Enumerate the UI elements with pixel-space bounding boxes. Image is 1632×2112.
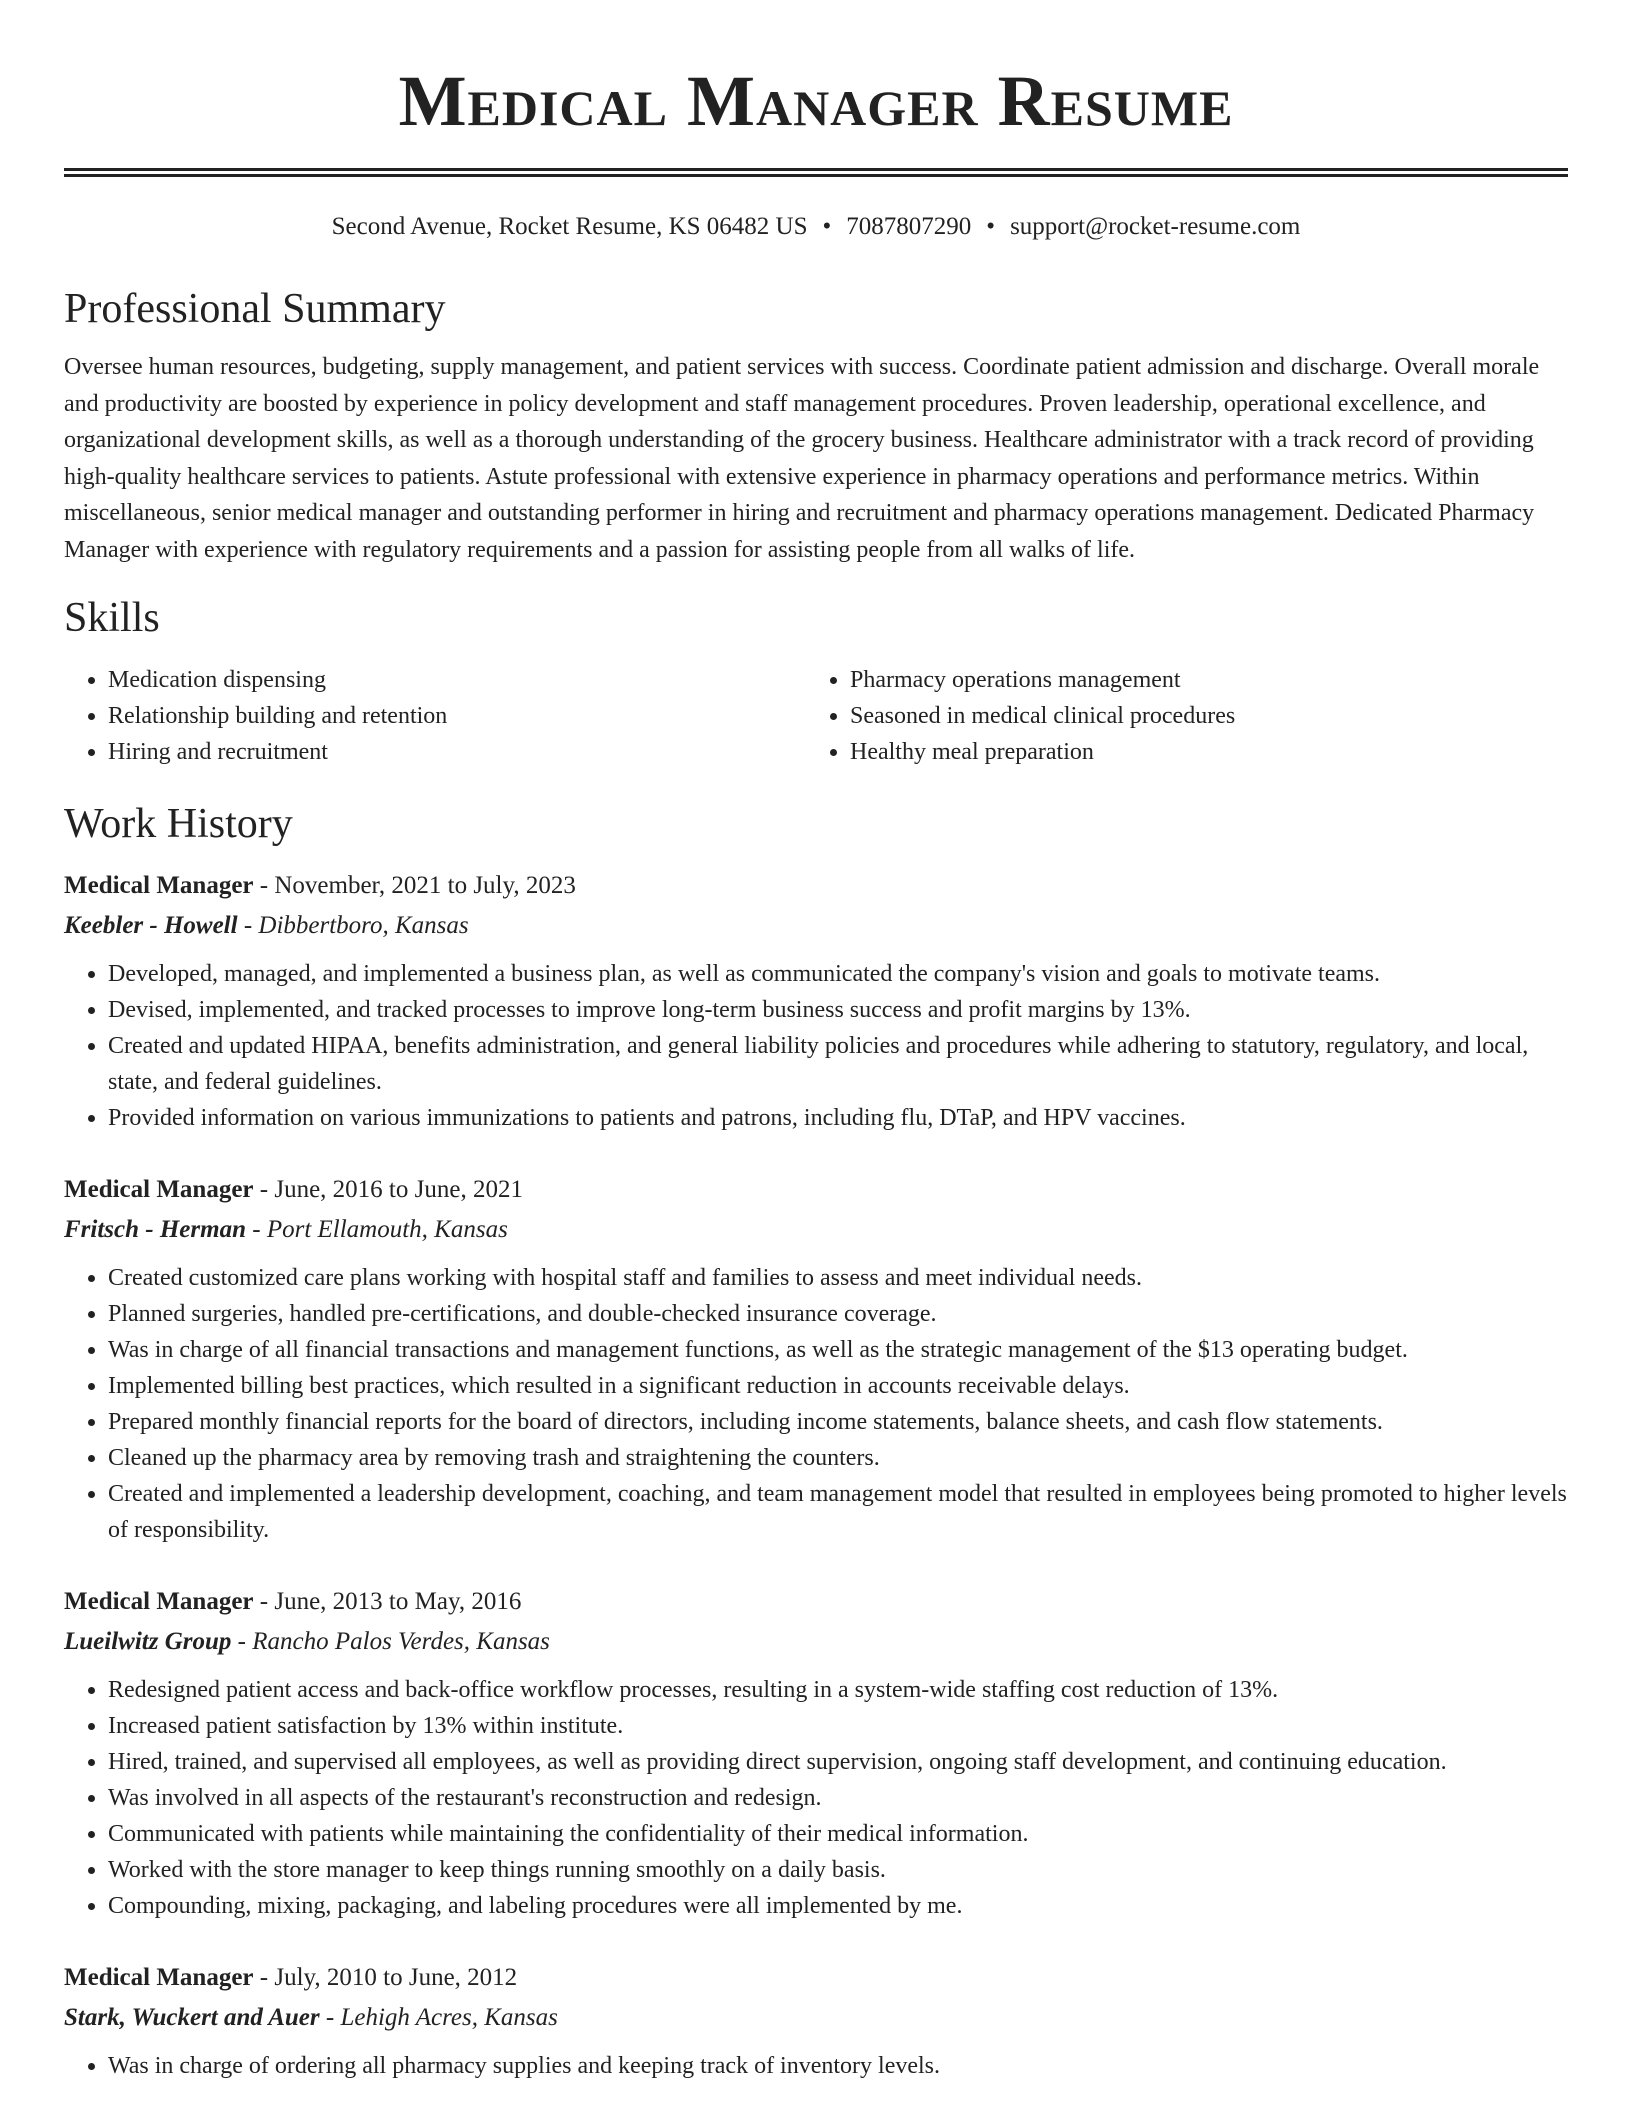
job-dash: -: [245, 1216, 267, 1243]
job-bullet: • Compounding, mixing, packaging, and labeling procedures were all implemented by me.: [108, 1888, 1568, 1924]
job-bullet: • Was in charge of ordering all pharmacy supplies and keeping track of inventory levels.: [108, 2048, 1568, 2084]
job-bullet: • Developed, managed, and implemented a business plan, as well as communicated the company's vision and goals to motivate teams.: [108, 956, 1568, 992]
job-location: Dibbertboro, Kansas: [258, 912, 469, 939]
job-entry: [64, 1582, 1568, 1924]
job-dash: -: [231, 1628, 253, 1655]
summary-text: Oversee human resources, budgeting, supply management, and patient services with success. Coordinate patient admission and discharge. Overall morale and productivity are boosted by experience in policy development and staff management procedures. Proven leadership, operational excellence, and organizational development skills, as well as a thorough understanding of the grocery business. Healthcare administrator with a track record of providing high-quality healthcare services to patients. Astute professional with extensive experience in pharmacy operations and performance metrics. Within miscellaneous, senior medical manager and outstanding performer in hiring and recruitment and pharmacy operations management. Dedicated Pharmacy Manager with experience with regulatory requirements and a passion for assisting people from all walks of life.: [64, 354, 1540, 563]
job-company: Keebler - Howell: [64, 912, 238, 939]
job-company: Lueilwitz Group: [64, 1628, 232, 1655]
job-dash: -: [253, 1176, 275, 1203]
job-dates: June, 2016 to June, 2021: [274, 1176, 523, 1203]
job-company-line: [64, 1622, 1568, 1662]
title-divider: [64, 168, 1568, 177]
job-bullets: [64, 1672, 1568, 1924]
job-company: Stark, Wuckert and Auer: [64, 2004, 320, 2031]
job-dash: -: [237, 912, 259, 939]
job-bullet: • Prepared monthly financial reports for the board of directors, including income statements, balance sheets, and cash flow statements.: [108, 1404, 1568, 1440]
skill-item: • Pharmacy operations management: [850, 662, 1548, 698]
job-bullet: • Devised, implemented, and tracked processes to improve long-term business success and profit margins by 13%.: [108, 992, 1568, 1028]
job-dash: -: [319, 2004, 341, 2031]
job-bullet: • Provided information on various immunizations to patients and patrons, including flu, DTaP, and HPV vaccines.: [108, 1100, 1568, 1136]
job-company-line: [64, 906, 1568, 946]
job-bullet: • Worked with the store manager to keep things running smoothly on a daily basis.: [108, 1852, 1568, 1888]
skill-item: • Healthy meal preparation: [850, 734, 1548, 770]
job-bullet: • Created and implemented a leadership development, coaching, and team management model that resulted in employees being promoted to higher levels of responsibility.: [108, 1476, 1568, 1548]
job-location: Port Ellamouth, Kansas: [266, 1216, 508, 1243]
job-dates: July, 2010 to June, 2012: [274, 1964, 518, 1991]
contact-line: [64, 211, 1568, 243]
job-bullet: • Was in charge of all financial transactions and management functions, as well as the strategic management of the $13 operating budget.: [108, 1332, 1568, 1368]
job-bullets: [64, 1260, 1568, 1548]
contact-separator: •: [986, 213, 996, 240]
contact-email: support@rocket-resume.com: [1010, 213, 1301, 240]
job-company-line: [64, 1998, 1568, 2038]
skill-item: • Seasoned in medical clinical procedures: [850, 698, 1548, 734]
job-bullet: • Redesigned patient access and back-office workflow processes, resulting in a system-wide staffing cost reduction of 13%.: [108, 1672, 1568, 1708]
job-dates: November, 2021 to July, 2023: [274, 872, 576, 899]
job-bullet: • Communicated with patients while maintaining the confidentiality of their medical information.: [108, 1816, 1568, 1852]
job-dash: -: [253, 1588, 275, 1615]
job-dash: -: [253, 872, 275, 899]
skills-list-left: [64, 662, 806, 770]
skill-item: • Relationship building and retention: [108, 698, 806, 734]
job-bullet: • Hired, trained, and supervised all employees, as well as providing direct supervision, ongoing staff development, and continuing education.: [108, 1744, 1568, 1780]
job-entry: [64, 1170, 1568, 1548]
contact-address: Second Avenue, Rocket Resume, KS 06482 US: [331, 213, 808, 240]
job-entry: [64, 866, 1568, 1136]
job-bullet: • Cleaned up the pharmacy area by removing trash and straightening the counters.: [108, 1440, 1568, 1476]
job-dash: -: [253, 1964, 275, 1991]
job-title-line: [64, 1958, 1568, 1998]
job-bullet: • Created and updated HIPAA, benefits administration, and general liability policies and procedures while adhering to statutory, regulatory, and local, state, and federal guidelines.: [108, 1028, 1568, 1100]
job-bullet: • Implemented billing best practices, which resulted in a significant reduction in accounts receivable delays.: [108, 1368, 1568, 1404]
job-title: Medical Manager: [64, 1588, 254, 1615]
skills-heading: Skills: [64, 595, 160, 641]
skill-item: • Hiring and recruitment: [108, 734, 806, 770]
job-location: Rancho Palos Verdes, Kansas: [252, 1628, 550, 1655]
job-title: Medical Manager: [64, 1176, 254, 1203]
job-title: Medical Manager: [64, 1964, 254, 1991]
job-title: Medical Manager: [64, 872, 254, 899]
skill-item: • Medication dispensing: [108, 662, 806, 698]
job-title-line: [64, 866, 1568, 906]
job-dates: June, 2013 to May, 2016: [274, 1588, 522, 1615]
job-entry: [64, 1958, 1568, 2084]
job-bullets: [64, 956, 1568, 1136]
summary-heading: Professional Summary: [64, 286, 446, 332]
job-company-line: [64, 1210, 1568, 1250]
job-company: Fritsch - Herman: [64, 1216, 246, 1243]
job-bullet: • Was involved in all aspects of the restaurant's reconstruction and redesign.: [108, 1780, 1568, 1816]
job-bullets: [64, 2048, 1568, 2084]
page-title: Medical Manager Resume: [398, 61, 1234, 141]
job-location: Lehigh Acres, Kansas: [340, 2004, 558, 2031]
contact-phone: 7087807290: [846, 213, 972, 240]
job-title-line: [64, 1170, 1568, 1210]
work-history-heading: Work History: [64, 801, 293, 847]
job-bullet: • Increased patient satisfaction by 13% within institute.: [108, 1708, 1568, 1744]
skills-columns: [64, 662, 1568, 770]
job-title-line: [64, 1582, 1568, 1622]
job-bullet: • Created customized care plans working with hospital staff and families to assess and meet individual needs.: [108, 1260, 1568, 1296]
job-bullet: • Planned surgeries, handled pre-certifications, and double-checked insurance coverage.: [108, 1296, 1568, 1332]
contact-separator: •: [822, 213, 832, 240]
skills-list-right: [806, 662, 1548, 770]
